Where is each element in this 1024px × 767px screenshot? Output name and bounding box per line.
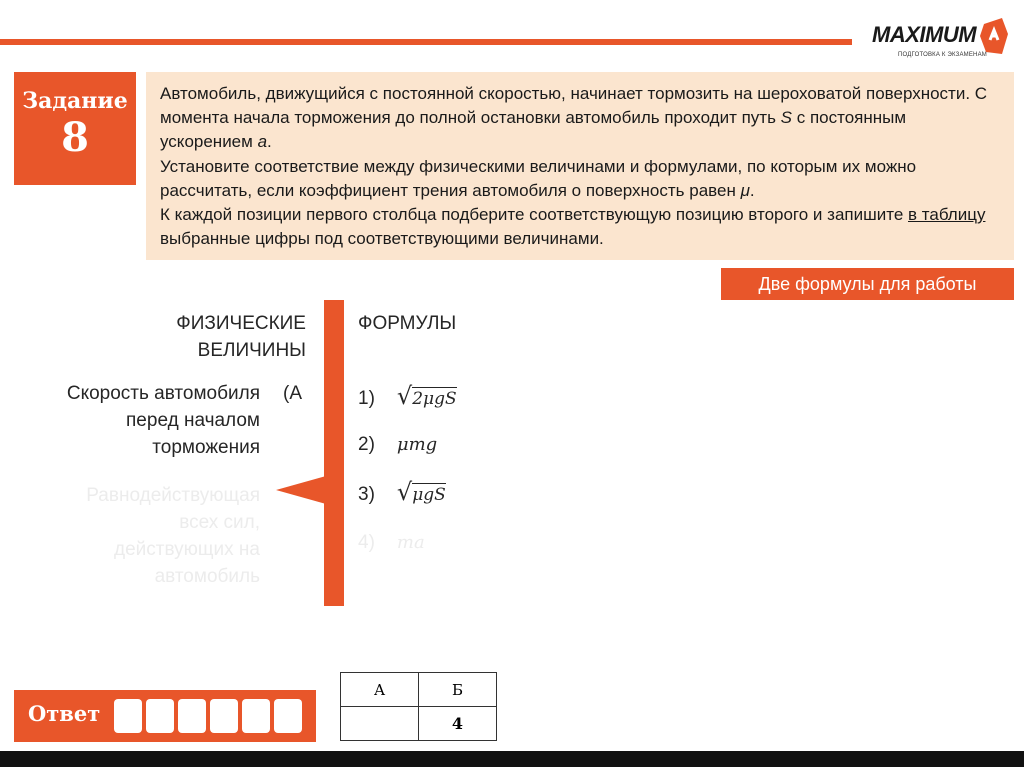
statement-paragraph-1: Автомобиль, движущийся с постоянной скоростью, начинает тормозить на шероховатой поверхности. С момента начала торможения до полной остановки автомобиль проходит путь S с постоянным ускорением a.	[160, 84, 988, 152]
formula-4: 4) ma	[358, 532, 425, 553]
answer-table-header-b: Б	[419, 673, 497, 707]
task-number: 8	[61, 114, 89, 161]
answer-cell-2[interactable]	[146, 699, 174, 733]
quantity-a-letter: (А	[283, 383, 302, 404]
answer-table-value-a[interactable]	[341, 707, 419, 741]
task-label: Задание	[22, 88, 128, 114]
formula-2: 2) μmg	[358, 434, 438, 455]
bracket-divider	[276, 300, 346, 606]
bottom-rule	[0, 751, 1024, 767]
formulas-header: ФОРМУЛЫ	[358, 313, 457, 334]
formula-1: 1) √2μgS	[358, 382, 457, 410]
answer-cell-4[interactable]	[210, 699, 238, 733]
task-number-box	[14, 72, 136, 185]
answer-label: Ответ	[28, 701, 101, 726]
statement-paragraph-3: К каждой позиции первого столбца подберите соответствующую позицию второго и запишите в таблицу выбранные цифры под соответствующими величинами.	[160, 205, 986, 249]
answer-table-header-a: А	[341, 673, 419, 707]
task-statement	[146, 72, 1014, 260]
logo-emblem-icon	[976, 16, 1010, 58]
top-accent-rule	[0, 39, 852, 45]
hint-badge: Две формулы для работы	[721, 268, 1014, 300]
logo-wordmark: MAXIMUM	[872, 22, 977, 47]
answer-table	[340, 672, 497, 741]
formula-3: 3) √μgS	[358, 478, 446, 506]
quantity-a: Скорость автомобиля перед началом торможения	[66, 383, 260, 458]
quantities-header: ФИЗИЧЕСКИЕ ВЕЛИЧИНЫ	[176, 313, 306, 361]
answer-table-value-b[interactable]: 4	[419, 707, 497, 741]
answer-cell-1[interactable]	[114, 699, 142, 733]
answer-cell-3[interactable]	[178, 699, 206, 733]
logo-tagline: ПОДГОТОВКА К ЭКЗАМЕНАМ	[898, 52, 987, 58]
answer-cell-6[interactable]	[274, 699, 302, 733]
table-link[interactable]: в таблицу	[908, 205, 986, 225]
answer-bar	[14, 690, 316, 742]
statement-paragraph-2: Установите соответствие между физическими величинами и формулами, по которым их можно рассчитать, если коэффициент трения автомобиля о поверхность равен μ.	[160, 156, 917, 200]
answer-cell-5[interactable]	[242, 699, 270, 733]
quantity-b: Равнодействующая всех сил, действующих на автомобиль	[86, 485, 260, 587]
brand-logo	[872, 16, 1012, 66]
